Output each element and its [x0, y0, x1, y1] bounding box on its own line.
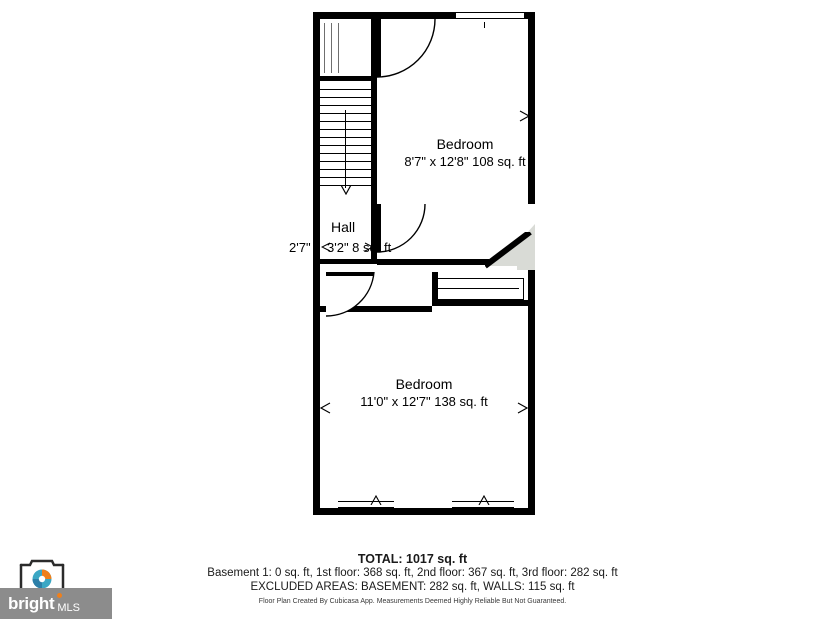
- door-swing-lower-bedroom: [326, 272, 378, 322]
- window-right-upper: [432, 278, 524, 300]
- wall-lower-bedroom-top-right: [432, 300, 528, 306]
- room-dims-bedroom-upper: 8'7" x 12'8" 108 sq. ft: [404, 153, 526, 169]
- stair-step: [320, 97, 371, 98]
- wall-lower-bedroom-top-left: [432, 272, 438, 306]
- room-label-bedroom-upper: [340, 136, 590, 170]
- room-dims-bedroom-lower: 11'0" x 12'7" 138 sq. ft: [360, 393, 488, 409]
- hall-dim-left: 2'7": [289, 240, 311, 255]
- closet-door-line-3: [338, 23, 339, 73]
- dimension-arrow-right-upper: [518, 110, 530, 122]
- summary-total: TOTAL: 1017 sq. ft: [357, 552, 468, 566]
- door-swing-top: [377, 19, 439, 81]
- wall-mid-horizontal: [377, 259, 489, 265]
- stair-arrow-head-icon: [340, 185, 352, 195]
- brand-bar: [0, 588, 112, 619]
- window-bottom-right-arrow-icon: [478, 495, 490, 505]
- room-label-bedroom-lower: [307, 376, 541, 410]
- window-top: [456, 12, 524, 19]
- summary-excluded: EXCLUDED AREAS: BASEMENT: 282 sq. ft, WALLS: 115 sq. ft: [250, 581, 575, 593]
- summary-breakdown: Basement 1: 0 sq. ft, 1st floor: 368 sq. ft, 2nd floor: 367 sq. ft, 3rd floor: 282 sq. ft: [207, 567, 618, 579]
- angled-wall-line: [485, 232, 539, 272]
- brand-mls: MLS: [57, 602, 80, 614]
- stair-step: [320, 105, 371, 106]
- brand-accent-dot-icon: [57, 593, 62, 598]
- stair-step: [320, 89, 371, 90]
- closet-door-line-1: [324, 23, 325, 73]
- room-name-bedroom-upper: Bedroom: [436, 136, 494, 152]
- room-name-hall: Hall: [331, 219, 356, 235]
- window-right-upper-line: [437, 288, 519, 289]
- summary-disclaimer: Floor Plan Created By Cubicasa App. Measurements Deemed Highly Reliable But Not Guaranteed.: [258, 598, 567, 605]
- hall-dim-right: 3'2" 8 sq. ft: [327, 240, 392, 255]
- wall-hall-bottom: [320, 259, 377, 264]
- brand-name: bright: [8, 593, 55, 613]
- wall-bottom: [313, 508, 535, 515]
- closet-door-line-2: [331, 23, 332, 73]
- window-top-arrow: [484, 22, 485, 28]
- room-name-bedroom-lower: Bedroom: [395, 376, 453, 392]
- window-bottom-left: [338, 501, 394, 508]
- window-bottom-left-arrow-icon: [370, 495, 382, 505]
- wall-left: [313, 12, 320, 515]
